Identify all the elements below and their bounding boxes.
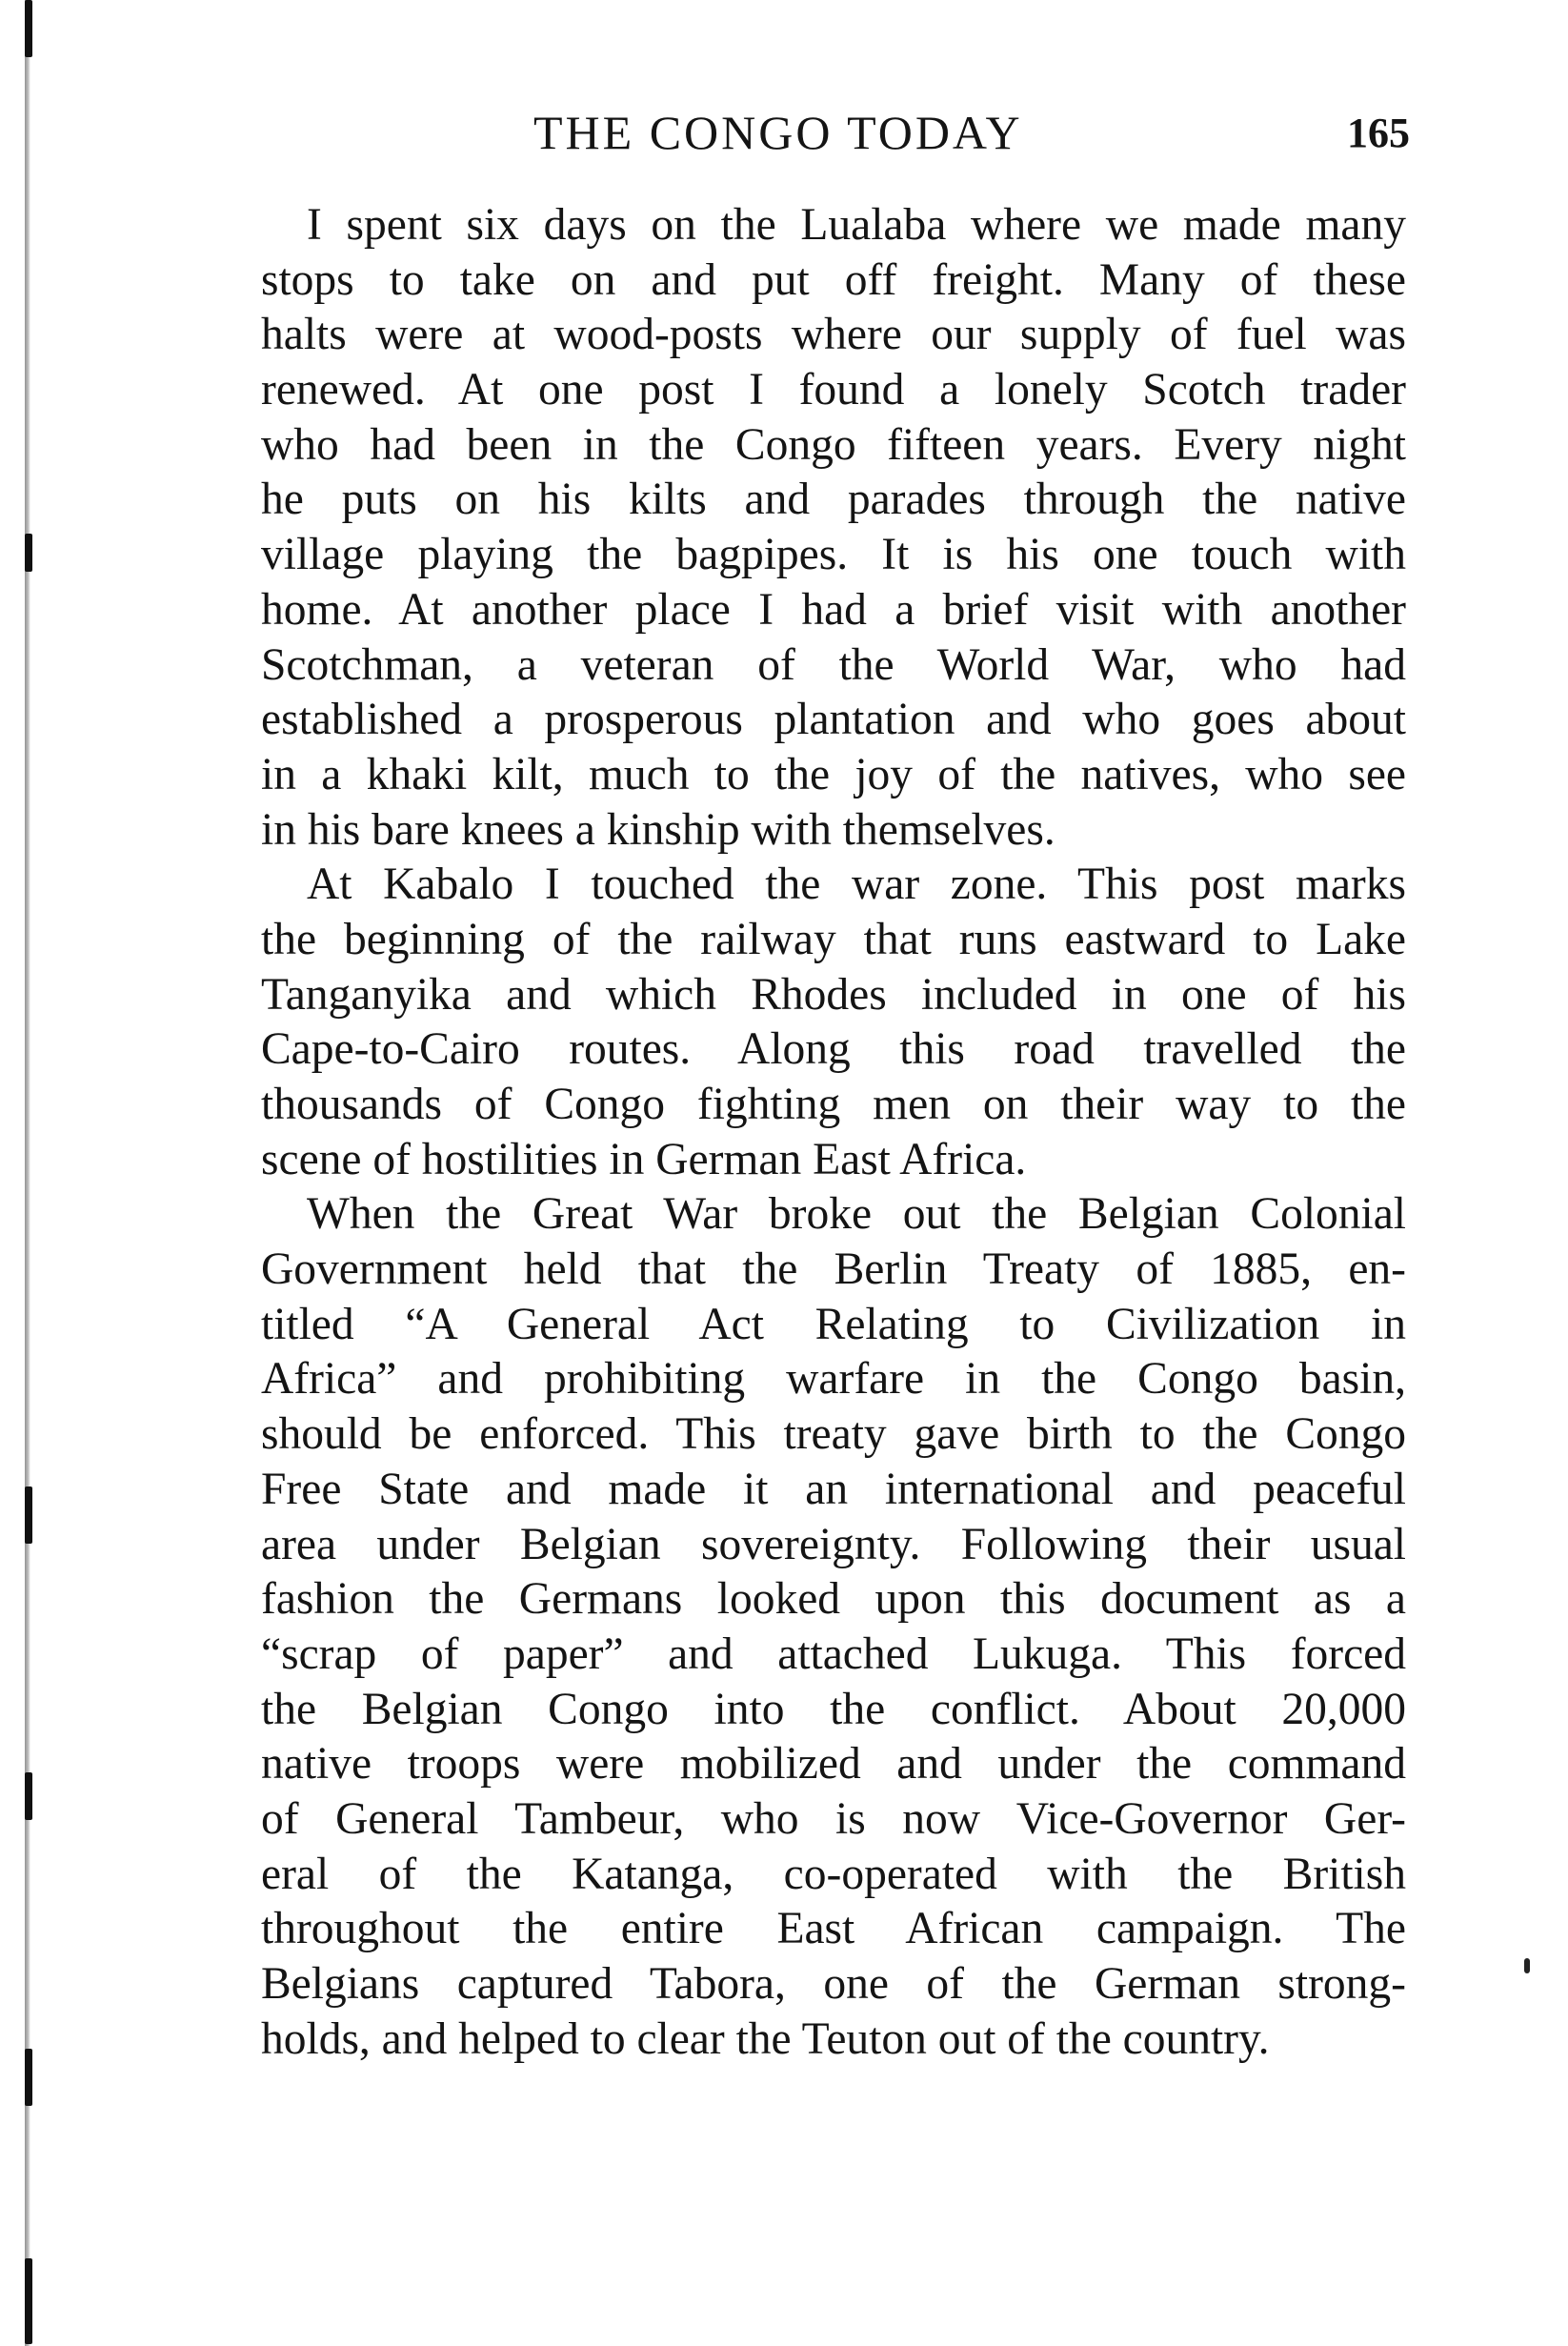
- gutter-mark: [25, 1486, 32, 1544]
- text-line: stops to take on and put off freight. Many of these: [261, 254, 1406, 305]
- text-line: scene of hostilities in German East Africa.: [261, 1134, 1027, 1184]
- gutter-mark: [25, 534, 32, 572]
- text-line: titled “A General Act Relating to Civilization in: [261, 1299, 1406, 1349]
- gutter-mark: [25, 0, 32, 57]
- gutter-mark: [25, 2049, 32, 2106]
- paragraph-1: [261, 198, 1406, 858]
- ink-speck: [1524, 1958, 1530, 1973]
- text-line: village playing the bagpipes. It is his one touch with: [261, 530, 1406, 580]
- text-line: the beginning of the railway that runs eastward to Lake: [261, 914, 1406, 964]
- running-title: THE CONGO TODAY: [533, 106, 1023, 159]
- text-line: should be enforced. This treaty gave birth to the Congo: [261, 1409, 1406, 1460]
- text-line: established a prosperous plantation and who goes about: [261, 695, 1406, 745]
- text-line: When the Great War broke out the Belgian Colonial: [307, 1189, 1406, 1240]
- paragraph-2: [261, 858, 1406, 1187]
- text-line: holds, and helped to clear the Teuton out of the country.: [261, 2013, 1270, 2064]
- text-line: who had been in the Congo fifteen years. Every night: [261, 419, 1406, 470]
- text-line: halts were at wood-posts where our supply of fuel was: [261, 310, 1406, 360]
- text-line: home. At another place I had a brief visit with another: [261, 584, 1406, 635]
- text-line: Belgians captured Tabora, one of the German strong-: [261, 1959, 1406, 2009]
- text-line: Government held that the Berlin Treaty of 1885, en-: [261, 1244, 1406, 1295]
- text-line: I spent six days on the Lualaba where we made many: [307, 200, 1406, 250]
- text-line: Tanganyika and which Rhodes included in one of his: [261, 969, 1406, 1020]
- text-line: Africa” and prohibiting warfare in the Congo basin,: [261, 1354, 1406, 1405]
- text-line: Scotchman, a veteran of the World War, who had: [261, 639, 1406, 690]
- text-line: Cape-to-Cairo routes. Along this road travelled the: [261, 1024, 1406, 1075]
- text-line: in his bare knees a kinship with themselves.: [261, 804, 1055, 855]
- text-line: he puts on his kilts and parades through the native: [261, 475, 1406, 525]
- gutter-mark: [25, 2258, 32, 2344]
- text-line: Free State and made it an international and peaceful: [261, 1464, 1406, 1514]
- running-header: [257, 105, 1410, 172]
- text-line: fashion the Germans looked upon this document as a: [261, 1574, 1406, 1625]
- binding-gutter: [25, 0, 30, 2346]
- text-line: throughout the entire East African campaign. The: [261, 1904, 1406, 1954]
- body-text: [261, 198, 1406, 2067]
- paragraph-3: [261, 1187, 1406, 2067]
- gutter-mark: [25, 1772, 32, 1820]
- text-line: in a khaki kilt, much to the joy of the natives, who see: [261, 749, 1406, 799]
- text-line: of General Tambeur, who is now Vice-Governor Ger-: [261, 1793, 1406, 1844]
- text-line: At Kabalo I touched the war zone. This post marks: [307, 860, 1406, 910]
- text-line: area under Belgian sovereignty. Following their usual: [261, 1519, 1406, 1569]
- text-line: renewed. At one post I found a lonely Scotch trader: [261, 365, 1406, 415]
- text-line: the Belgian Congo into the conflict. About 20,000: [261, 1684, 1406, 1734]
- text-line: thousands of Congo fighting men on their way to the: [261, 1080, 1406, 1129]
- page-number: 165: [1347, 110, 1410, 156]
- text-line: “scrap of paper” and attached Lukuga. This forced: [261, 1628, 1406, 1679]
- text-line: native troops were mobilized and under the command: [261, 1739, 1406, 1790]
- text-line: eral of the Katanga, co-operated with the British: [261, 1849, 1406, 1899]
